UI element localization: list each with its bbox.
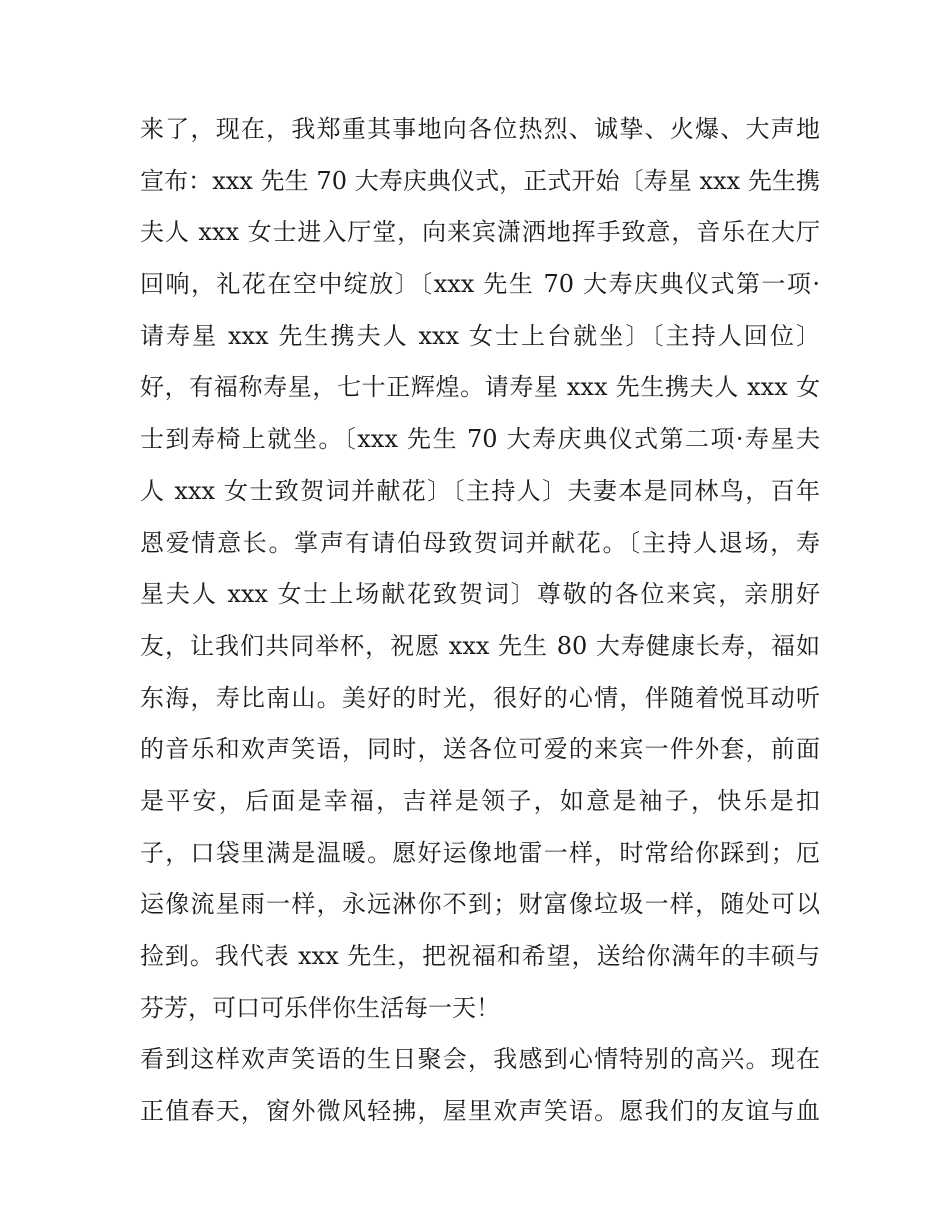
text-line: 是平安，后面是幸福，吉祥是领子，如意是袖子，快乐是扣 [140, 786, 820, 815]
paragraph-2 [140, 1034, 820, 1137]
text-line: 捡到。我代表 xxx 先生，把祝福和希望，送给你满年的丰硕与 [140, 942, 820, 970]
text-line-last: 芬芳，可口可乐伴你生活每一天！ [140, 993, 500, 1022]
text-line: 回响，礼花在空中绽放〕〔xxx 先生 70 大寿庆典仪式第一项· [140, 270, 820, 299]
text-line: 宣布：xxx 先生 70 大寿庆典仪式，正式开始〔寿星 xxx 先生携 [140, 166, 820, 195]
paragraph-1 [140, 104, 820, 1034]
text-line: 人 xxx 女士致贺词并献花〕〔主持人〕夫妻本是同林鸟，百年 [140, 476, 820, 505]
text-line: 星夫人 xxx 女士上场献花致贺词〕尊敬的各位来宾，亲朋好 [140, 580, 820, 609]
text-line: 运像流星雨一样，永远淋你不到；财富像垃圾一样，随处可以 [140, 890, 820, 919]
text-line: 看到这样欢声笑语的生日聚会，我感到心情特别的高兴。现在 [140, 1045, 820, 1074]
text-line: 好，有福称寿星，七十正辉煌。请寿星 xxx 先生携夫人 xxx 女 [140, 373, 820, 402]
text-line: 恩爱情意长。掌声有请伯母致贺词并献花。〔主持人退场，寿 [140, 528, 820, 557]
text-line: 夫人 xxx 女士进入厅堂，向来宾潇洒地挥手致意，音乐在大厅 [140, 218, 820, 247]
text-line: 正值春天，窗外微风轻拂，屋里欢声笑语。愿我们的友谊与血 [140, 1097, 820, 1126]
text-line: 请寿星 xxx 先生携夫人 xxx 女士上台就坐〕〔主持人回位〕 [140, 321, 820, 350]
text-line: 士到寿椅上就坐。〔xxx 先生 70 大寿庆典仪式第二项·寿星夫 [140, 425, 820, 454]
text-line: 东海，寿比南山。美好的时光，很好的心情，伴随着悦耳动听 [140, 683, 820, 712]
body-text [140, 104, 820, 1138]
text-line: 友，让我们共同举杯，祝愿 xxx 先生 80 大寿健康长寿，福如 [140, 631, 820, 660]
text-line: 来了，现在，我郑重其事地向各位热烈、诚挚、火爆、大声地 [140, 115, 820, 143]
text-line: 子，口袋里满是温暖。愿好运像地雷一样，时常给你踩到；厄 [140, 838, 820, 867]
text-line: 的音乐和欢声笑语，同时，送各位可爱的来宾一件外套，前面 [140, 735, 820, 764]
